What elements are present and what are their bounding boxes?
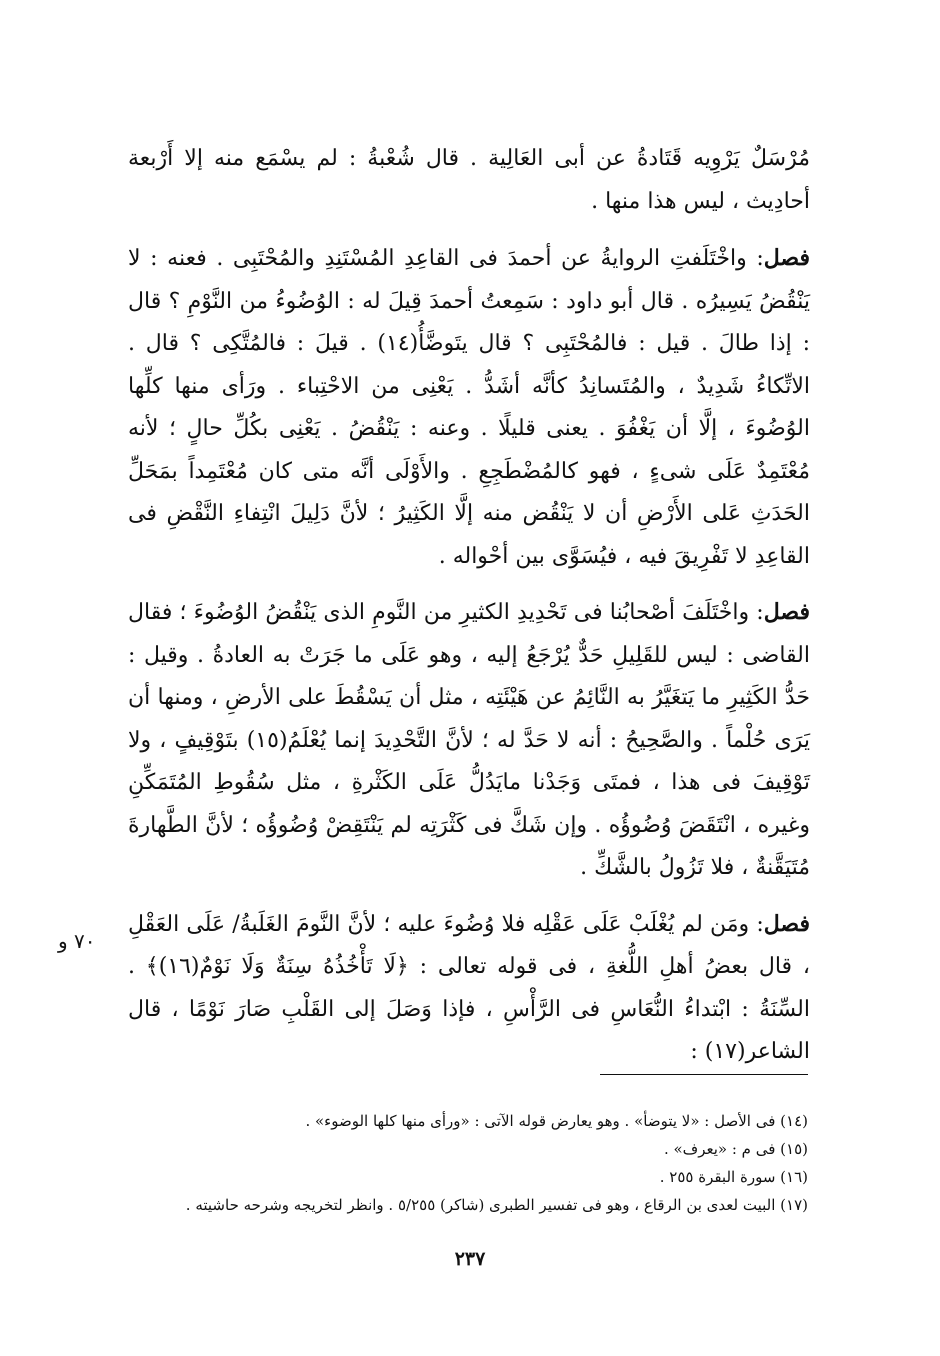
section-heading: فصل — [763, 910, 810, 937]
paragraph-section — [128, 237, 810, 578]
page-number: ٢٣٧ — [454, 1248, 486, 1270]
paragraph-text: : ومَن لم يُغْلَبْ عَلَى عَقْلِه فلا وُضُوءَ عليه ؛ لأنَّ النَّومَ الغَلَبةُ/ عَلَى العَقْلِ ، قال بعضُ أهلِ اللُّغةِ ، فى قوله تعالى : ﴿لَا تَأْخُذُهُ سِنَةٌ وَلَا نَوْمٌ(١٦)﴾ . السِّنَةُ : ابْتداءُ النُّعَاسِ فى الرَّأْسِ ، فإذا وَصَلَ إلى القَلْبِ صَارَ نَوْمًا ، قال الشاعر(١٧) : — [128, 911, 810, 1064]
manuscript-folio-note: ٧٠ و — [58, 929, 96, 953]
footnote: (١٥) فى م : «يعرف» . — [663, 1140, 808, 1158]
section-heading: فصل — [763, 599, 810, 625]
paragraph-section — [128, 903, 810, 1074]
footnotes — [136, 1108, 808, 1220]
paragraph-text: : واخْتَلَفتِ الروايةُ عن أحمدَ فى القاعِدِ المُسْتَنِدِ والمُحْتَبِى . فعنه : لا يَنْقُضُ يَسِيرُه . قال أبو داود : سَمِعتُ أحمدَ قِيلَ له : الوُضُوءُ من النَّوْمِ ؟ قال : إذا طالَ . قيل : فالمُحْتَبِى ؟ قال يتَوضَّأُ(١٤) . قيلَ : فالمُتَّكِى ؟ قال . الاتِّكاءُ شَدِيدٌ ، والمُتَسانِدُ كأنَّه أشَدُّ . يَعْنِى من الاحْتِباء . ورَأى منها كلِّها الوُضُوءَ ، إلَّا أن يَغْفُوَ . يعنى قليلًا . وعنه : يَنْقُضُ . يَعْنِى بكُلِّ حالٍ ؛ لأنه مُعْتَمِدٌ عَلَى شىءٍ ، فهو كالمُضْطَجِعِ . والأَوْلَى أنَّه متى كان مُعْتَمِداً بمَحَلِّ الحَدَثِ عَلى الأَرْضِ أن لا يَنْقُض منه إلَّا الكَثِيرُ ؛ لأنَّ دَلِيلَ انْتِفاءِ النَّقْضِ فى القاعِدِ لا تَفْرِيقَ فيه ، فيُسَوَّى بين أحْواله . — [128, 246, 810, 569]
section-heading: فصل — [763, 245, 810, 271]
paragraph-text: : واخْتَلَفَ أصْحابُنا فى تَحْدِيدِ الكثيرِ من النَّومِ الذى يَنْقُضُ الوُضُوءَ ؛ فقال القاضى : ليس للقَلِيلِ حَدٌّ يُرْجَعُ إليه ، وهو عَلَى ما جَرَتْ به العادةُ . وقيل : حَدُّ الكَثِيرِ ما يَتغَيَّرُ به النَّائِمُ عن هَيْئَتِه ، مثل أن يَسْقُطَ على الأرضِ ، ومنها أن يَرَى حُلْماً . والصَّحِيحُ : أنه لا حَدَّ له ؛ لأنَّ التَّحْدِيدَ إنما يُعْلَمُ(١٥) بتَوْقِيفٍ ، ولا تَوْقِيفَ فى هذا ، فمتَى وَجَدْنا مايَدُلُّ عَلَى الكَثْرةِ ، مثل سُقُوطِ المُتَمَكِّنِ وغيره ، انْتَقَضَ وُضُوؤُه . وإن شَكَّ فى كَثْرَتِه لم يَنْتَقِضْ وُضُوؤُه ؛ لأنَّ الطَّهارةَ مُتَيَقَّنةٌ ، فلا تَزُولُ بالشَّكِّ . — [128, 600, 811, 880]
paragraph-text: مُرْسَلٌ يَرْوِيه قَتَادةُ عن أبى العَالِية . قال شُعْبةُ : لم يسْمَع منه إلا أَرْبعة أحادِيث ، ليس هذا منها . — [128, 146, 810, 214]
main-text — [128, 138, 810, 1087]
paragraph-section — [128, 591, 810, 890]
footnote: (١٦) سورة البقرة ٢٥٥ . — [659, 1168, 808, 1186]
paragraph-continuation — [128, 138, 810, 223]
footnote: (١٤) فى الأصل : «لا يتوضأ» . وهو يعارض قوله الآتى : «ورأى منها كلها الوضوء» . — [305, 1112, 808, 1130]
footnote-divider — [600, 1074, 808, 1075]
footnote: (١٧) البيت لعدى بن الرقاع ، وهو فى تفسير الطبرى (شاكر) ٥/٢٥٥ . وانظر لتخريجه وشرحه حاشيته . — [185, 1196, 808, 1214]
